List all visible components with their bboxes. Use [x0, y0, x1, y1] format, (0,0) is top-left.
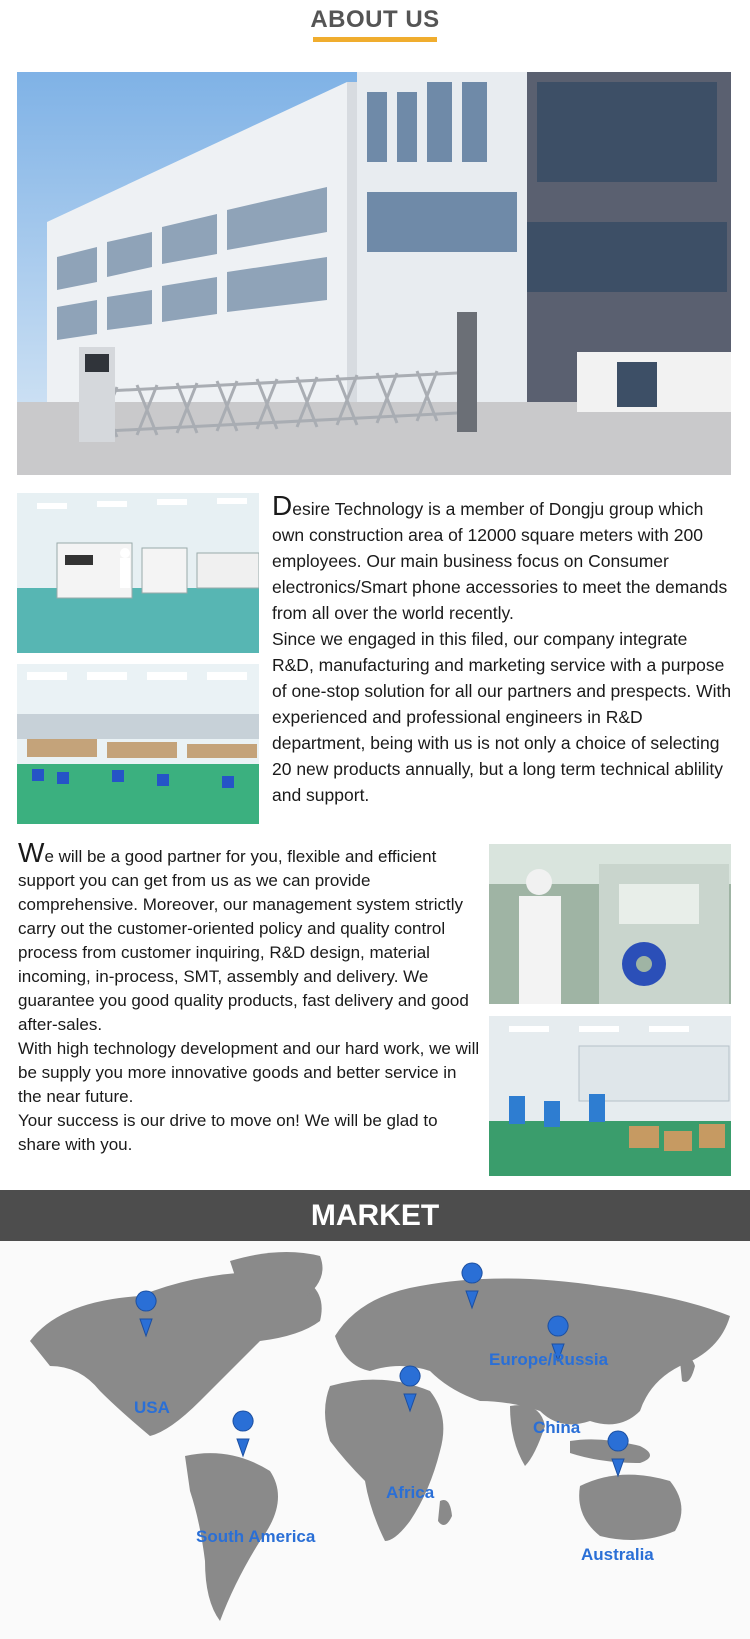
- partner-paragraph-1-text: e will be a good partner for you, flexible and efficient support you can get from us as we can provide comprehensive. Moreover, our management system strictly carry out the customer-oriented policy and quality control process from customer inquiring, R&D design, material incoming, in-process, SMT, assembly and delivery. We guarantee you good quality products, fast delivery and good after-sales.: [18, 847, 469, 1034]
- worker-at-smt-machine-photo: [489, 844, 731, 1004]
- region-label-south-america: South America: [196, 1527, 316, 1546]
- intro-paragraph-1: [272, 490, 732, 626]
- region-label-australia: Australia: [581, 1545, 654, 1564]
- intro-paragraph-2: Since we engaged in this filed, our company integrate R&D, manufacturing and marketing service with a purpose of one-stop solution for all our partners and prespects. With experienced and professional engineers in R&D department, being with us is not only a choice of selecting 20 new products annually, but a long term technical ablility and support.: [272, 629, 732, 805]
- assembly-line-workers-photo: [489, 1016, 731, 1176]
- region-label-usa: USA: [134, 1398, 170, 1417]
- company-intro-text: [272, 490, 732, 808]
- partner-paragraph-2: With high technology development and our hard work, we will be supply you more innovative goods and better service in the near future.: [18, 1039, 480, 1106]
- region-label-china: China: [533, 1418, 581, 1437]
- title-underline: [313, 37, 437, 42]
- partner-paragraph-1: [18, 837, 482, 1037]
- region-label-europe-russia: Europe/Russia: [489, 1350, 609, 1369]
- partner-dropcap: W: [18, 837, 45, 868]
- world-map: [0, 1241, 750, 1639]
- region-label-africa: Africa: [386, 1483, 435, 1502]
- intro-paragraph-1-text: esire Technology is a member of Dongju group which own construction area of 12000 square meters with 200 employees. Our main business focus on Consumer electronics/Smart phone accessories to meet the demands from all over the world recently.: [272, 499, 728, 623]
- intro-dropcap: D: [272, 490, 293, 521]
- assembly-workshop-photo: [17, 664, 259, 824]
- partner-text: [18, 837, 482, 1157]
- south-america-pin-icon: [233, 1411, 253, 1456]
- world-map-graphic: [0, 1241, 750, 1639]
- smt-production-line-photo: [17, 493, 259, 653]
- market-title: MARKET: [310, 1199, 440, 1232]
- about-us-title: ABOUT US: [310, 6, 440, 33]
- partner-paragraph-3: Your success is our drive to move on! We will be glad to share with you.: [18, 1111, 438, 1154]
- factory-building-photo: [17, 72, 731, 475]
